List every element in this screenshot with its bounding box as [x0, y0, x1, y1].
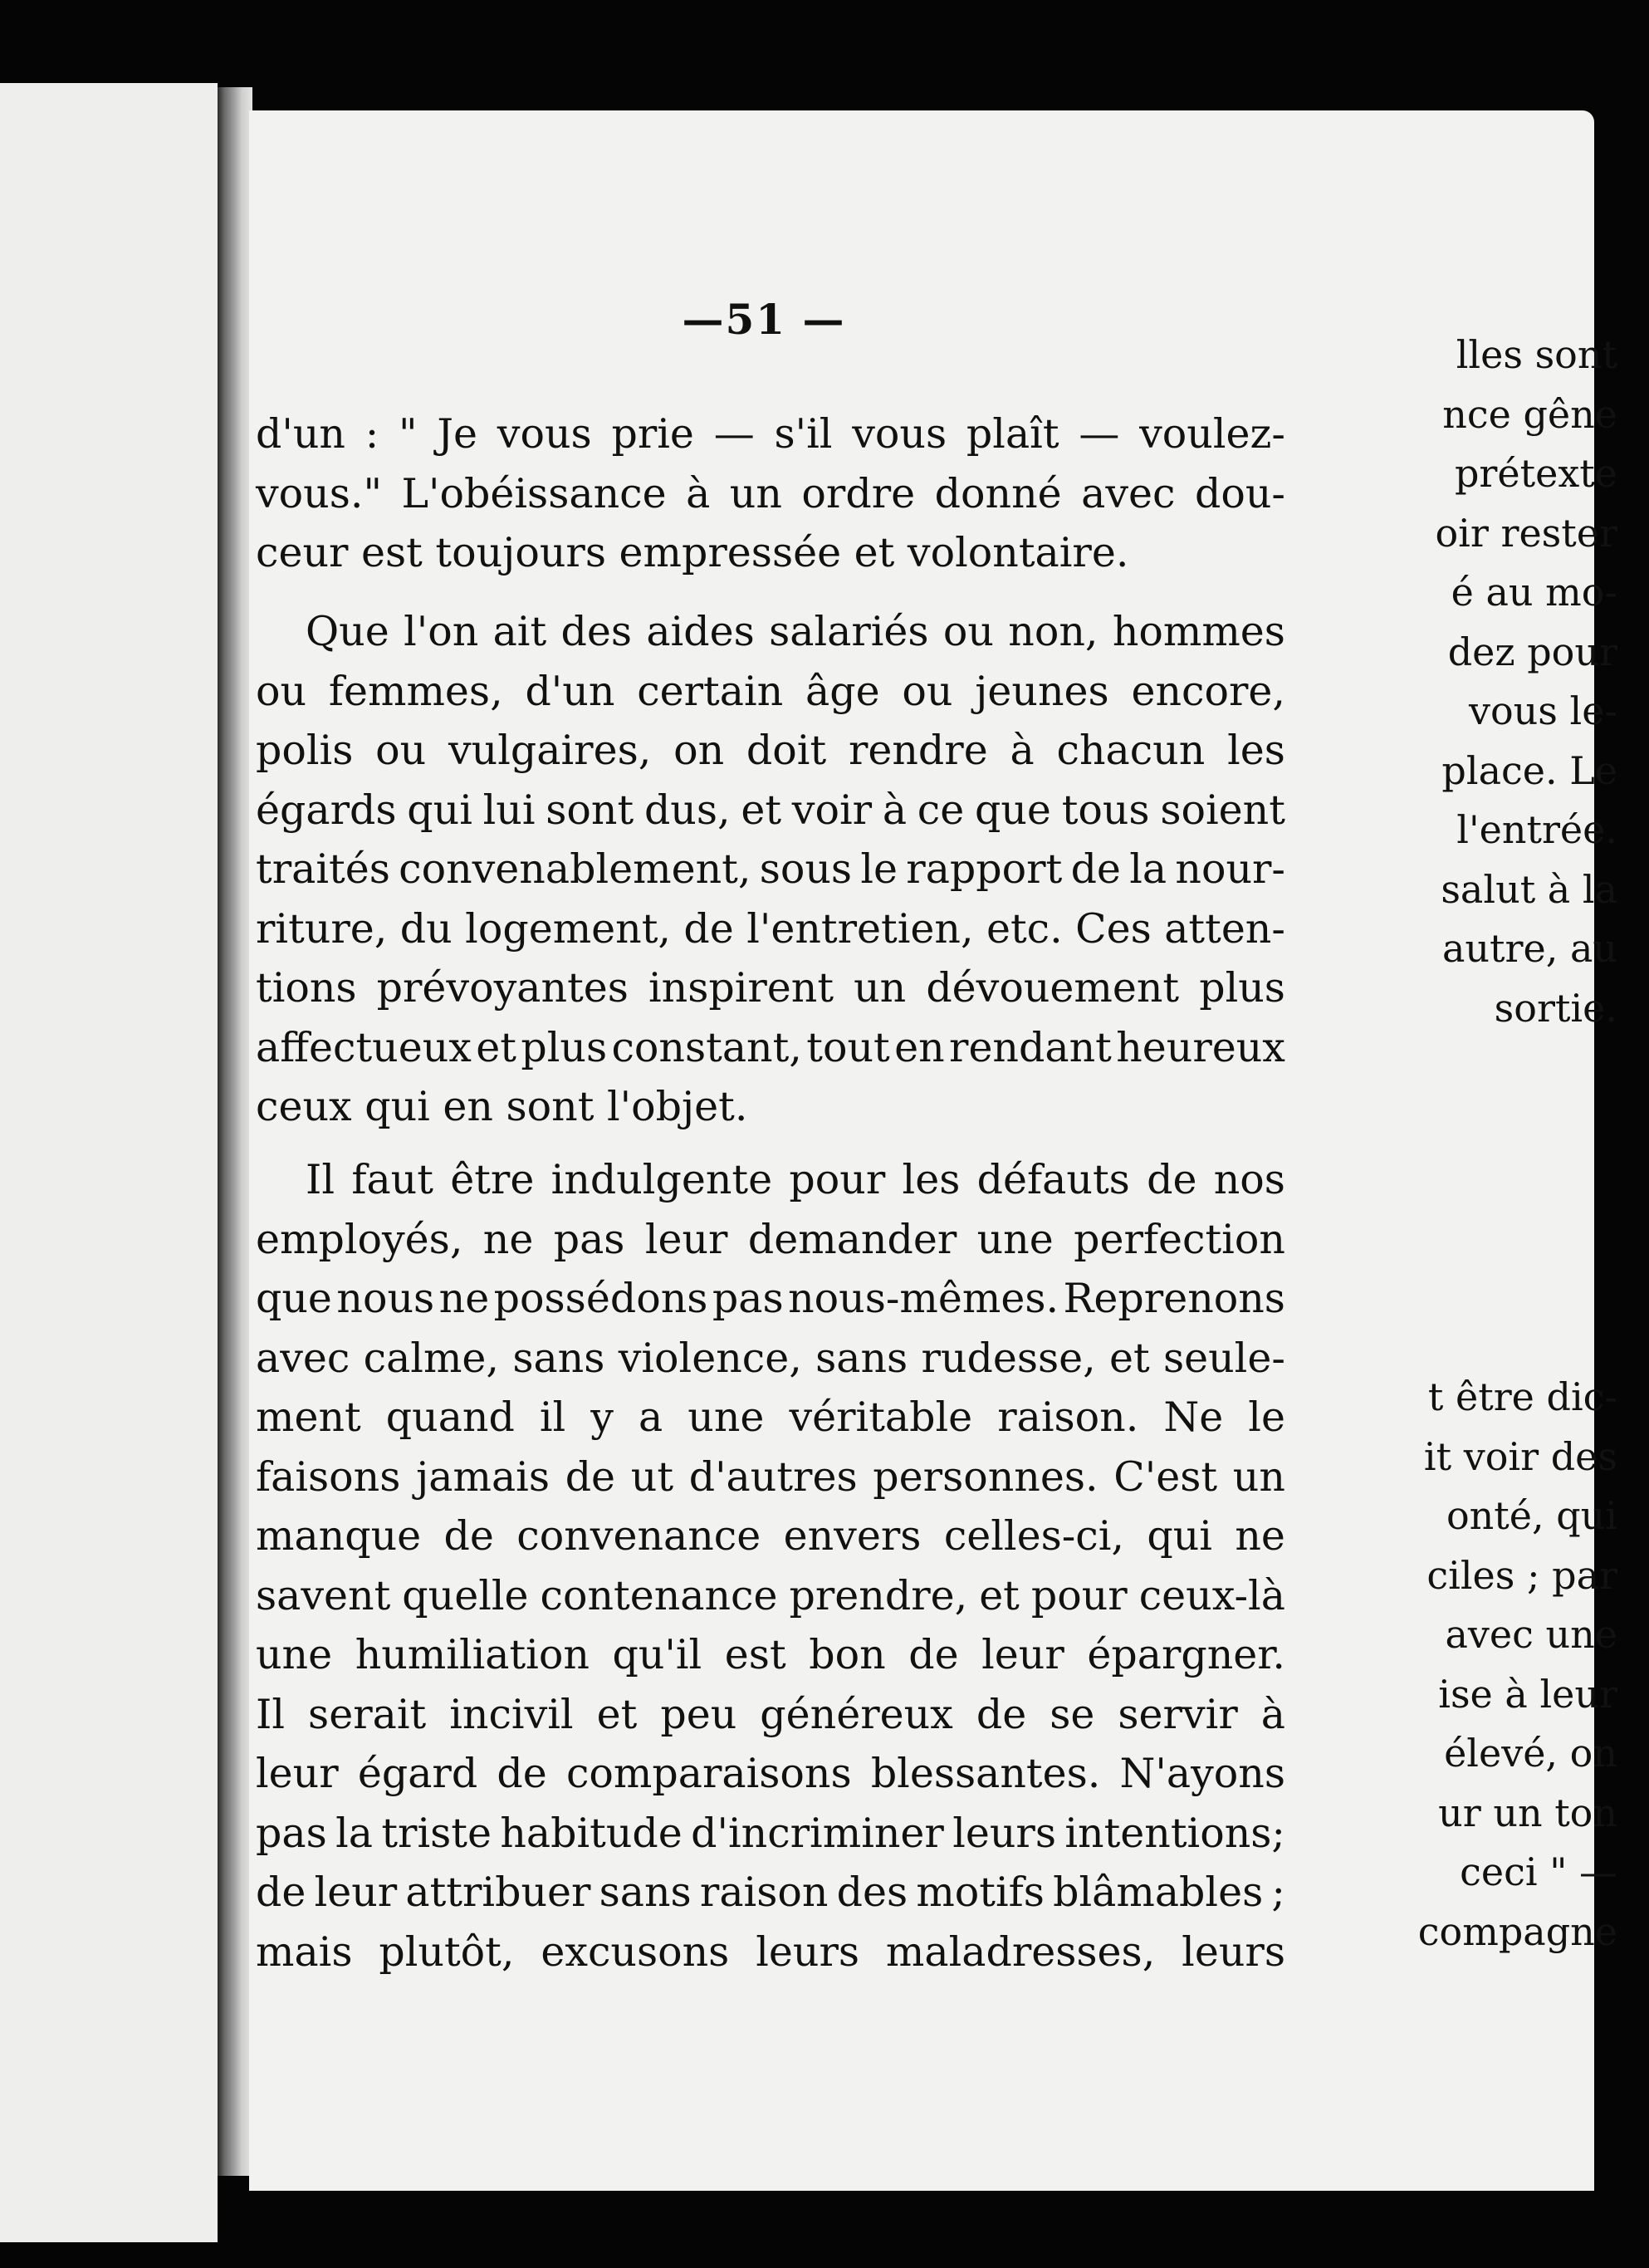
text-line: égards qui lui sont dus, et voir à ce que tous soient: [256, 786, 1285, 834]
left-line: compagne: [1417, 1908, 1617, 1954]
left-line: l'entrée.: [1456, 807, 1617, 852]
left-line: it voir des: [1423, 1433, 1617, 1479]
left-line: t être dic-: [1427, 1374, 1617, 1419]
text-line: pas la triste habitude d'incriminer leurs intentions;: [256, 1809, 1285, 1857]
text-line: vous." L'obéissance à un ordre donné avec dou-: [256, 469, 1285, 517]
text-line: traités convenablement, sous le rapport de la nour-: [256, 845, 1285, 893]
text-line: Il faut être indulgente pour les défauts de nos: [306, 1156, 1285, 1203]
left-line: é au mo-: [1451, 570, 1617, 615]
book-gutter: [218, 87, 252, 2176]
page-number: —51 —: [682, 295, 846, 344]
left-line: avec une: [1445, 1612, 1617, 1657]
text-line: affectueux et plus constant, tout en rendant heureux: [256, 1023, 1285, 1071]
left-page-text-bottom: [1402, 1368, 1617, 1962]
text-line: tions prévoyantes inspirent un dévouement plus: [256, 964, 1285, 1012]
left-line: ur un ton: [1438, 1790, 1617, 1835]
text-line: avec calme, sans violence, sans rudesse, et seule-: [256, 1334, 1285, 1382]
left-line: nce gêne: [1442, 391, 1617, 437]
text-line: riture, du logement, de l'entretien, etc. Ces atten-: [256, 904, 1285, 953]
left-line: élevé, on: [1444, 1731, 1617, 1776]
left-line: sortie.: [1494, 985, 1617, 1031]
text-line: ceux qui en sont l'objet.: [256, 1083, 748, 1130]
paragraph-3: [256, 1150, 1285, 1981]
left-line: onté, qui: [1446, 1493, 1617, 1538]
left-line: place. Le: [1441, 747, 1617, 793]
text-line: manque de convenance envers celles-ci, qui ne: [256, 1512, 1285, 1560]
text-line: Que l'on ait des aides salariés ou non, hommes: [306, 608, 1285, 655]
text-line: employés, ne pas leur demander une perfection: [256, 1215, 1285, 1263]
text-line: ceur est toujours empressée et volontaire.: [256, 529, 1129, 576]
left-page: [0, 83, 218, 2242]
paragraph-2: [256, 602, 1285, 1137]
left-line: prétexte: [1454, 451, 1617, 496]
left-line: autre, au: [1441, 926, 1617, 971]
left-line: lles sont: [1456, 332, 1617, 377]
text-line: ment quand il y a une véritable raison. Ne le: [256, 1394, 1285, 1441]
text-line: savent quelle contenance prendre, et pour ceux-là: [256, 1571, 1285, 1619]
text-line: polis ou vulgaires, on doit rendre à chacun les: [256, 727, 1285, 774]
left-line: salut à la: [1441, 866, 1617, 912]
left-line: ise à leur: [1438, 1671, 1617, 1717]
text-line: mais plutôt, excusons leurs maladresses, leurs: [256, 1928, 1285, 1976]
left-line: ciles ; par: [1426, 1552, 1617, 1598]
text-line: Il serait incivil et peu généreux de se servir à: [256, 1690, 1285, 1738]
text-line: que nous ne possédons pas nous-mêmes. Reprenons: [256, 1275, 1285, 1322]
left-line: dez pour: [1447, 629, 1617, 674]
text-line: ou femmes, d'un certain âge ou jeunes encore,: [256, 667, 1285, 715]
left-page-text-top: [1402, 326, 1617, 1038]
left-line: ceci " —: [1460, 1849, 1617, 1894]
text-line: de leur attribuer sans raison des motifs blâmables ;: [256, 1869, 1285, 1916]
left-line: oir rester: [1435, 510, 1617, 556]
text-line: leur égard de comparaisons blessantes. N'ayons: [256, 1750, 1285, 1797]
left-line: vous le-: [1468, 688, 1617, 733]
paragraph-1: [256, 404, 1285, 583]
text-line: une humiliation qu'il est bon de leur épargner.: [256, 1631, 1285, 1678]
text-line: faisons jamais de ut d'autres personnes. C'est un: [256, 1452, 1285, 1501]
text-line: d'un : " Je vous prie — s'il vous plaît — voulez-: [256, 410, 1285, 458]
